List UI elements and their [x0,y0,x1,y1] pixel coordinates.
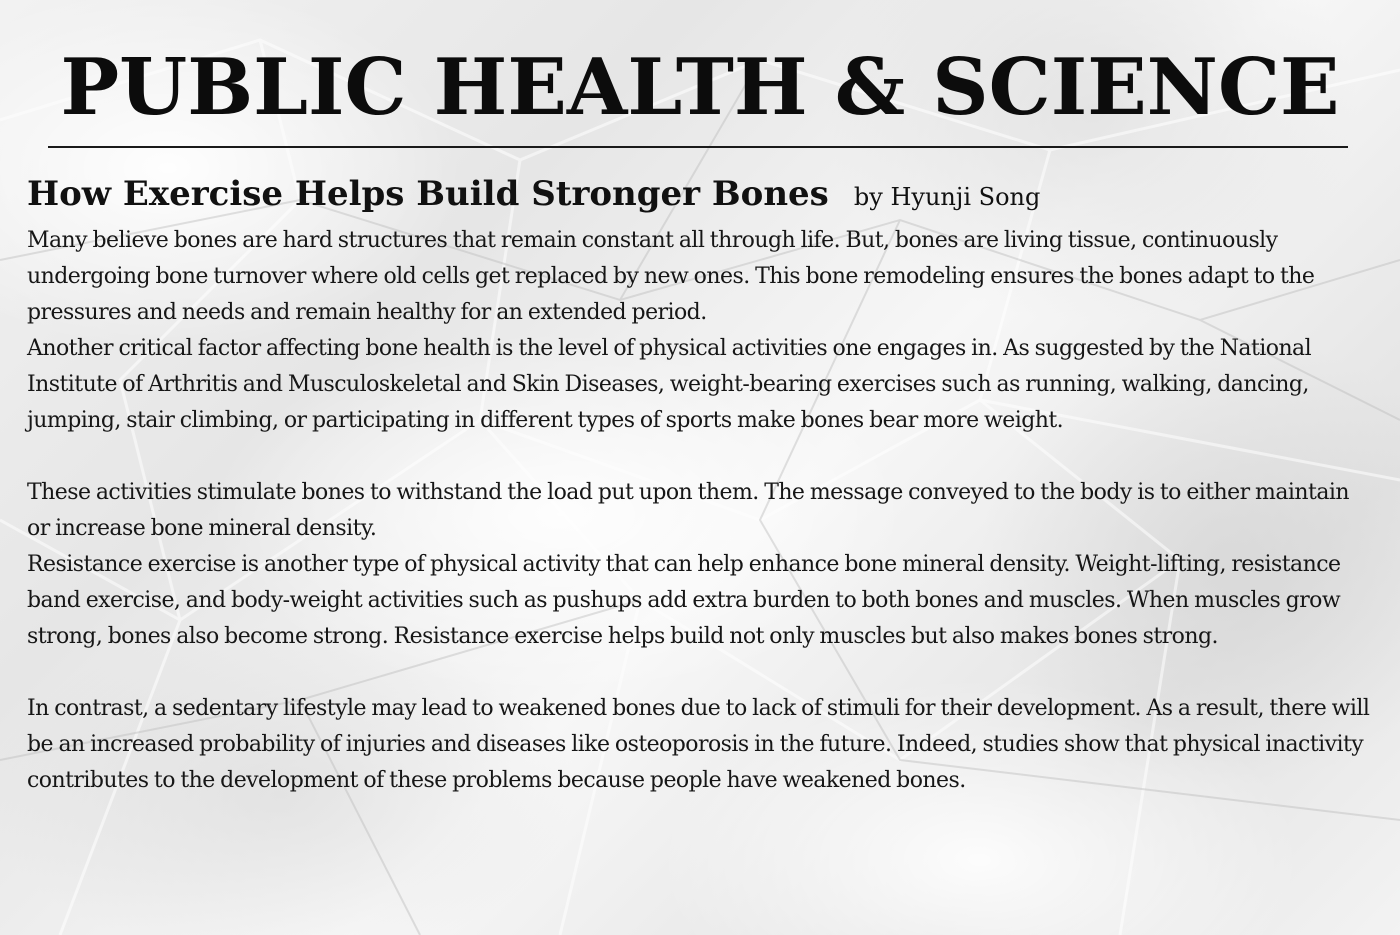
article-body [27,223,1377,799]
paragraph-spacer [27,439,1377,475]
masthead-title: PUBLIC HEALTH & SCIENCE [60,42,1340,133]
article-headline: How Exercise Helps Build Stronger Bones [27,174,829,214]
article-paragraph: These activities stimulate bones to withstand the load put upon them. The message conveyed to the body is to either maintain or increase bone mineral density. [27,480,1350,541]
article-byline: by Hyunji Song [853,183,1041,211]
masthead-divider [48,146,1348,148]
article-paragraph: Resistance exercise is another type of physical activity that can help enhance bone mineral density. Weight-lifting, resistance band exercise, and body-weight activities such as pushups add extra burden to both bones and muscles. When muscles grow strong, bones also become strong. Resistance exercise helps build not only muscles but also makes bones strong. [27,552,1341,649]
article-paragraph: Many believe bones are hard structures that remain constant all through life. But, bones are living tissue, continuously undergoing bone turnover where old cells get replaced by new ones. This bone remodeling ensures the bones adapt to the pressures and needs and remain healthy for an extended period. [27,228,1315,325]
article-header [27,166,1040,222]
paragraph-spacer [27,655,1377,691]
article-paragraph: Another critical factor affecting bone health is the level of physical activities one engages in. As suggested by the National Institute of Arthritis and Musculoskeletal and Skin Diseases, weight-bearing exercises such as running, walking, dancing, jumping, stair climbing, or participating in different types of sports make bones bear more weight. [27,336,1312,433]
article-paragraph: In contrast, a sedentary lifestyle may lead to weakened bones due to lack of stimuli for their development. As a result, there will be an increased probability of injuries and diseases like osteoporosis in the future. Indeed, studies show that physical inactivity contributes to the development of these problems because people have weakened bones. [27,696,1370,793]
